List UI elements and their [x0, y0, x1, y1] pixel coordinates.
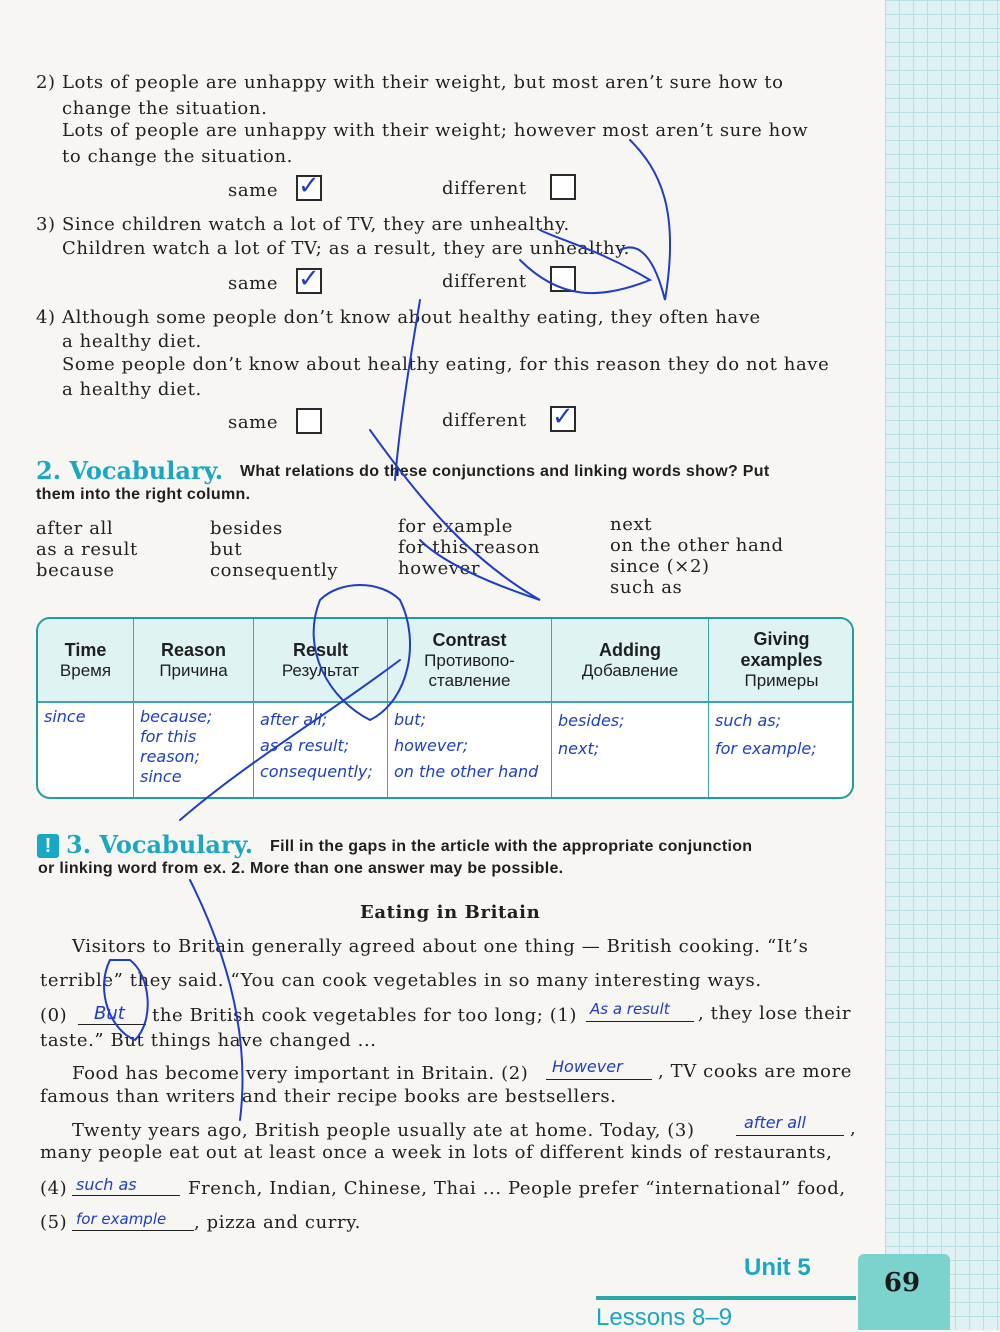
pen-stroke	[370, 430, 540, 600]
header-ru: Причина	[159, 660, 228, 680]
lessons-label: Lessons 8–9	[596, 1304, 733, 1331]
article-p2-line-1: Food has become very important in Britain. (2)	[72, 1063, 529, 1084]
handwritten-answer: however;	[394, 736, 469, 755]
article-p2-line-1-end: , TV cooks are more	[658, 1061, 853, 1082]
item-4-line-4: a healthy diet.	[62, 379, 202, 400]
header-en-2: examples	[740, 650, 823, 670]
handwritten-answer: but;	[394, 710, 426, 729]
article-p1-line-3: the British cook vegetables for too long; (1)	[152, 1005, 578, 1026]
header-en: Time	[64, 639, 107, 660]
article-p1-line-1: Visitors to Britain generally agreed about one thing — British cooking. “It’s	[72, 936, 809, 957]
article-p3-line-1-end: ,	[850, 1118, 857, 1139]
item-3-line-2: Children watch a lot of TV; as a result, they are unhealthy.	[62, 238, 630, 259]
item-4-same-label: same	[228, 412, 279, 433]
item-2-line-4: to change the situation.	[62, 146, 293, 167]
item-3-line-1: 3) Since children watch a lot of TV, they are unhealthy.	[36, 214, 570, 235]
item-2-line-1: 2) Lots of people are unhappy with their weight, but most aren’t sure how to	[36, 72, 784, 93]
pen-stroke	[104, 960, 148, 1040]
item-4-line-3: Some people don’t know about healthy eating, for this reason they do not have	[62, 354, 830, 375]
word-item: because	[36, 560, 115, 581]
article-p3-line-1: Twenty years ago, British people usually ate at home. Today, (3)	[72, 1120, 695, 1141]
handwritten-answer: such as;	[715, 711, 782, 730]
item-4-line-1: 4) Although some people don’t know about healthy eating, they often have	[36, 307, 761, 328]
pen-stroke	[190, 880, 243, 1120]
important-mark-icon: !	[37, 834, 59, 858]
handwritten-answer: since	[44, 707, 86, 726]
handwritten-answer: since	[140, 767, 182, 786]
gap-0-answer[interactable]: But	[94, 1003, 125, 1024]
handwritten-answer: on the other hand	[394, 762, 539, 781]
section-3-title: 3. Vocabulary.	[66, 830, 254, 859]
pen-stroke	[314, 585, 410, 720]
section-2-instruction-2: them into the right column.	[36, 486, 251, 503]
word-item: next	[610, 514, 653, 535]
gap-4-answer[interactable]: such as	[76, 1175, 137, 1194]
article-p2-line-2: famous than writers and their recipe books are bestsellers.	[40, 1086, 617, 1107]
word-item: for this reason	[398, 537, 541, 558]
item-2-line-3: Lots of people are unhappy with their weight; however most aren’t sure how	[62, 120, 809, 141]
article-gap-4-number: (4)	[40, 1178, 68, 1199]
page-number: 69	[883, 1268, 921, 1298]
word-item: for example	[398, 516, 513, 537]
header-ru: Добавление	[581, 660, 679, 680]
item-3-same-check-mark: ✓	[298, 264, 320, 294]
section-3-instruction-1: Fill in the gaps in the article with the appropriate conjunction	[270, 838, 753, 855]
item-4-line-2: a healthy diet.	[62, 331, 202, 352]
header-ru: Противопо-	[424, 650, 515, 670]
pen-stroke	[395, 300, 420, 480]
word-item: such as	[610, 577, 683, 598]
item-2-same-check-mark: ✓	[298, 171, 320, 201]
article-p1-line-4: taste.” But things have changed ...	[40, 1030, 377, 1051]
article-gap-5-number: (5)	[40, 1212, 68, 1233]
handwritten-answer: consequently;	[260, 762, 373, 781]
item-4-different-check-mark: ✓	[552, 402, 574, 432]
article-p3-line-4: , pizza and curry.	[194, 1212, 361, 1233]
unit-label: Unit 5	[744, 1254, 811, 1281]
gap-5-answer[interactable]: for example	[76, 1210, 167, 1228]
header-en: Reason	[160, 639, 227, 660]
article-p3-line-3: French, Indian, Chinese, Thai ... People prefer “international” food,	[188, 1178, 846, 1199]
handwritten-answer: reason;	[140, 747, 200, 766]
handwritten-answer: because;	[140, 707, 213, 726]
article-p1-line-2: terrible” they said. “You can cook vegetables in so many interesting ways.	[40, 970, 762, 991]
word-item: after all	[36, 518, 114, 539]
header-ru-2: ставление	[428, 670, 511, 690]
gap-3-answer[interactable]: after all	[744, 1113, 806, 1132]
header-en: Contrast	[432, 629, 507, 650]
item-3-same-label: same	[228, 273, 279, 294]
pen-stroke	[520, 230, 650, 293]
gap-2-answer[interactable]: However	[552, 1057, 623, 1076]
section-3-instruction-2: or linking word from ex. 2. More than one answer may be possible.	[38, 860, 564, 877]
header-en: Result	[292, 639, 348, 660]
handwritten-answer: after all;	[260, 710, 328, 729]
handwritten-answer: for this	[140, 727, 197, 746]
handwritten-answer: as a result;	[260, 736, 350, 755]
handwritten-answer: next;	[558, 739, 600, 758]
section-2-title: 2. Vocabulary.	[36, 456, 224, 485]
section-2-instruction-1: What relations do these conjunctions and linking words show? Put	[240, 463, 770, 480]
handwritten-answer: besides;	[558, 711, 625, 730]
article-p3-line-2: many people eat out at least once a week in lots of different kinds of restaurants,	[40, 1142, 833, 1163]
word-item: however	[398, 558, 481, 579]
handwritten-answer: for example;	[715, 739, 817, 758]
header-en: Adding	[599, 639, 661, 660]
header-ru: Время	[59, 660, 112, 680]
word-item: as a result	[36, 539, 138, 560]
header-ru: Результат	[281, 660, 360, 680]
word-item: but	[210, 539, 243, 560]
word-item: on the other hand	[610, 535, 784, 556]
article-p1-line-3-end: , they lose their	[698, 1003, 852, 1024]
article-gap-0-number: (0)	[40, 1005, 68, 1026]
item-3-different-label: different	[442, 271, 527, 292]
header-en: Giving	[753, 629, 810, 649]
item-4-different-label: different	[442, 410, 527, 431]
word-item: since (×2)	[610, 556, 710, 577]
article-title: Eating in Britain	[360, 902, 541, 923]
pen-stroke	[180, 660, 400, 820]
item-2-same-label: same	[228, 180, 279, 201]
word-item: consequently	[210, 560, 339, 581]
item-2-different-label: different	[442, 178, 527, 199]
gap-1-answer[interactable]: As a result	[590, 1000, 670, 1018]
header-ru: Примеры	[744, 671, 819, 690]
word-item: besides	[210, 518, 283, 539]
item-2-line-2: change the situation.	[62, 98, 268, 119]
